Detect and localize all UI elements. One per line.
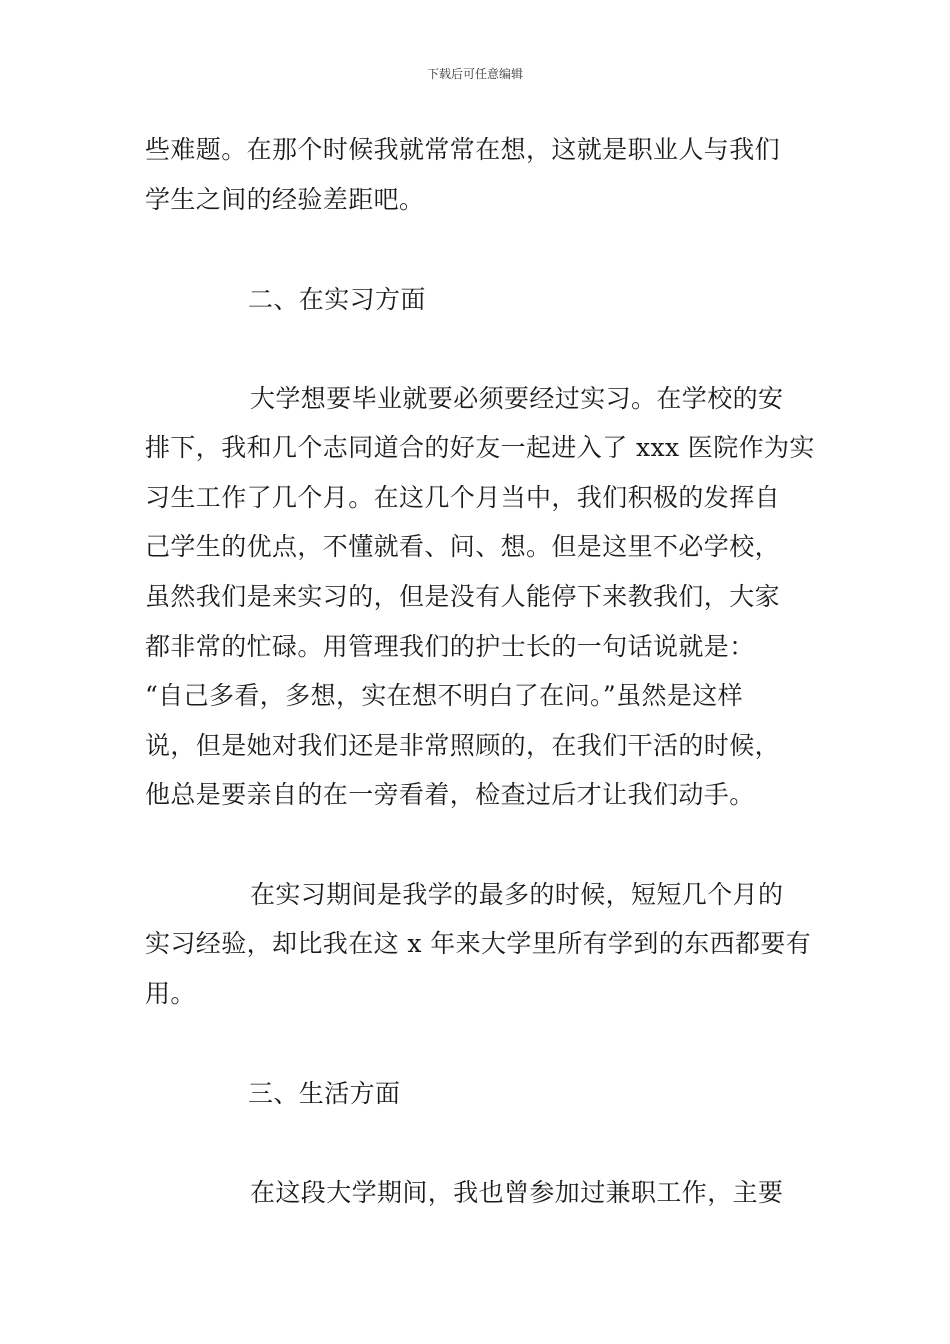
section-heading-life: 三、生活方面: [248, 1079, 401, 1108]
page-header: 下载后可任意编辑: [426, 67, 523, 81]
paragraph-line: 己学生的优点，不懂就看、问、想。但是这里不必学校，: [145, 532, 781, 561]
paragraph-line: 他总是要亲自的在一旁看着，检查过后才让我们动手。: [145, 780, 755, 809]
paragraph-line: 些难题。在那个时候我就常常在想，这就是职业人与我们: [145, 135, 781, 164]
section-heading-internship: 二、在实习方面: [248, 285, 426, 314]
paragraph-line: 实习经验，却比我在这 x 年来大学里所有学到的东西都要有: [145, 929, 812, 958]
paragraph-line: 虽然我们是来实习的，但是没有人能停下来教我们，大家: [145, 582, 781, 611]
paragraph-line: 排下，我和几个志同道合的好友一起进入了 xxx 医院作为实: [145, 433, 815, 462]
paragraph-line: 学生之间的经验差距吧。: [145, 185, 425, 214]
paragraph-line: 大学想要毕业就要必须要经过实习。在学校的安: [250, 384, 784, 413]
paragraph-line: 在这段大学期间，我也曾参加过兼职工作，主要: [250, 1178, 784, 1207]
paragraph-line: 都非常的忙碌。用管理我们的护士长的一句话说就是：: [145, 632, 755, 661]
paragraph-line: “自己多看，多想，实在想不明白了在问。”虽然是这样: [145, 681, 744, 710]
paragraph-line: 在实习期间是我学的最多的时候，短短几个月的: [250, 880, 784, 909]
paragraph-line: 说，但是她对我们还是非常照顾的，在我们干活的时候，: [145, 731, 781, 760]
paragraph-line: 用。: [145, 979, 196, 1008]
paragraph-line: 习生工作了几个月。在这几个月当中，我们积极的发挥自: [145, 483, 781, 512]
